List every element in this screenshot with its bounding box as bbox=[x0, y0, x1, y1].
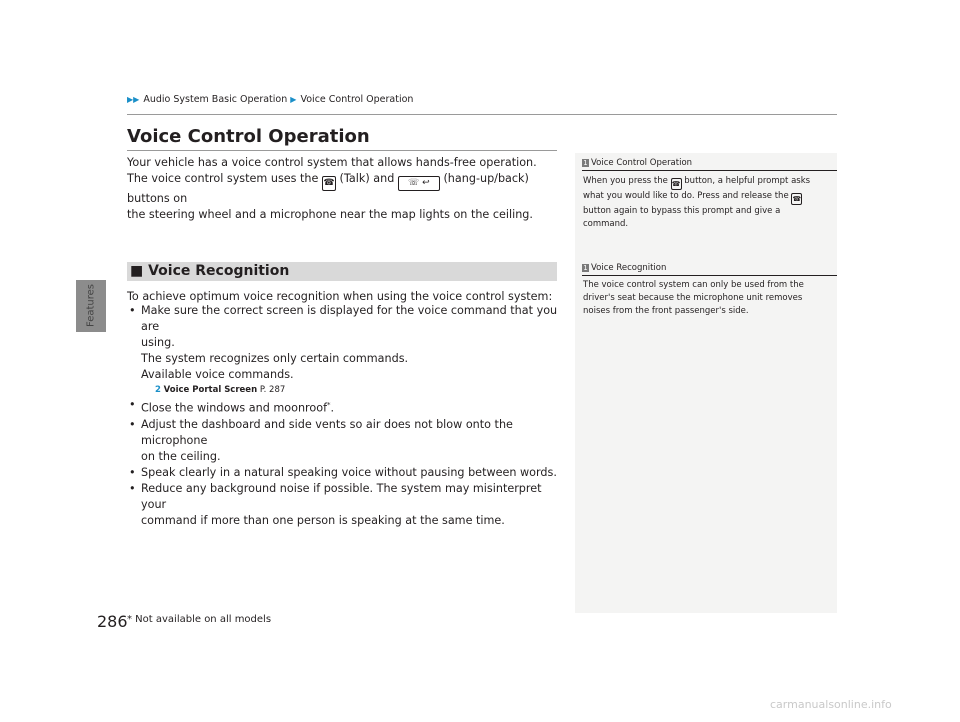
note-body: When you press the ☎ button, a helpful prompt asks what you would like to do. Press and release the ☎ button again to bypass this prompt and give a command. bbox=[583, 176, 811, 229]
note-divider bbox=[582, 170, 837, 171]
note-body: The voice control system can only be used from the driver's seat because the microphone unit removes noises from the front passenger's side. bbox=[583, 280, 804, 316]
bullet-icon: • bbox=[129, 481, 136, 495]
list-item: • Reduce any background noise if possible. The system may misinterpret your command if more than one person is speaking at the same time. bbox=[129, 481, 542, 527]
breadcrumb-item[interactable]: Voice Control Operation bbox=[300, 94, 414, 105]
cross-reference-link[interactable]: 2 Voice Portal Screen P. 287 bbox=[155, 385, 286, 395]
talk-button-icon: ☎ bbox=[792, 195, 802, 203]
breadcrumb-item[interactable]: Audio System Basic Operation bbox=[143, 94, 288, 105]
note-marker-icon: 1 bbox=[583, 159, 588, 167]
list-item: • Close the windows and moonroof*. bbox=[129, 398, 335, 415]
side-tab-label: Features bbox=[85, 284, 97, 327]
note-marker-icon: 1 bbox=[583, 264, 588, 272]
note-title: 1 Voice Recognition bbox=[583, 263, 667, 273]
section-marker-icon: ■ bbox=[130, 263, 144, 279]
section-title: ■ Voice Recognition bbox=[130, 263, 290, 279]
list-item: • Adjust the dashboard and side vents so air does not blow onto the microphone on the ceiling. bbox=[129, 417, 513, 463]
bullet-icon: • bbox=[129, 465, 136, 479]
hang-up-back-button-icon: ☏ ↩ bbox=[398, 176, 440, 191]
list-item: • Make sure the correct screen is displayed for the voice command that you are using. The system recognizes only certain commands. Available voice commands. 2 Voice Portal Screen P. 287 bbox=[127, 303, 567, 397]
header-divider bbox=[127, 114, 837, 115]
bullet-icon: • bbox=[129, 304, 136, 317]
talk-button-icon: ☎ bbox=[671, 180, 681, 188]
footnote: * Not available on all models bbox=[127, 614, 272, 625]
title-divider bbox=[127, 150, 557, 151]
intro-line: the steering wheel and a microphone near the map lights on the ceiling. bbox=[127, 208, 533, 221]
bullet-icon: • bbox=[129, 398, 136, 411]
intro-line: Your vehicle has a voice control system that allows hands-free operation. bbox=[127, 156, 537, 169]
breadcrumb-arrow-icon: ▶▶ bbox=[127, 95, 140, 104]
intro-line: The voice control system uses the ☎ (Talk) and ☏ ↩ (hang-up/back) buttons on bbox=[127, 172, 529, 205]
page-number: 286 bbox=[97, 612, 128, 631]
note-divider bbox=[582, 275, 837, 276]
list-item: • Speak clearly in a natural speaking voice without pausing between words. bbox=[129, 465, 557, 479]
footnote-marker: * bbox=[327, 401, 331, 409]
page-title: Voice Control Operation bbox=[127, 126, 370, 147]
bullet-icon: • bbox=[129, 417, 136, 431]
talk-button-icon: ☎ bbox=[322, 176, 336, 191]
reference-arrow-icon: 2 bbox=[155, 385, 161, 395]
note-title: 1 Voice Control Operation bbox=[583, 158, 693, 168]
watermark: carmanualsonline.info bbox=[770, 698, 892, 711]
intro-paragraph bbox=[127, 155, 567, 223]
breadcrumb bbox=[127, 94, 413, 105]
breadcrumb-arrow-icon: ▶ bbox=[290, 95, 297, 104]
lead-sentence: To achieve optimum voice recognition when using the voice control system: bbox=[127, 290, 553, 303]
bullet-list bbox=[127, 303, 567, 529]
